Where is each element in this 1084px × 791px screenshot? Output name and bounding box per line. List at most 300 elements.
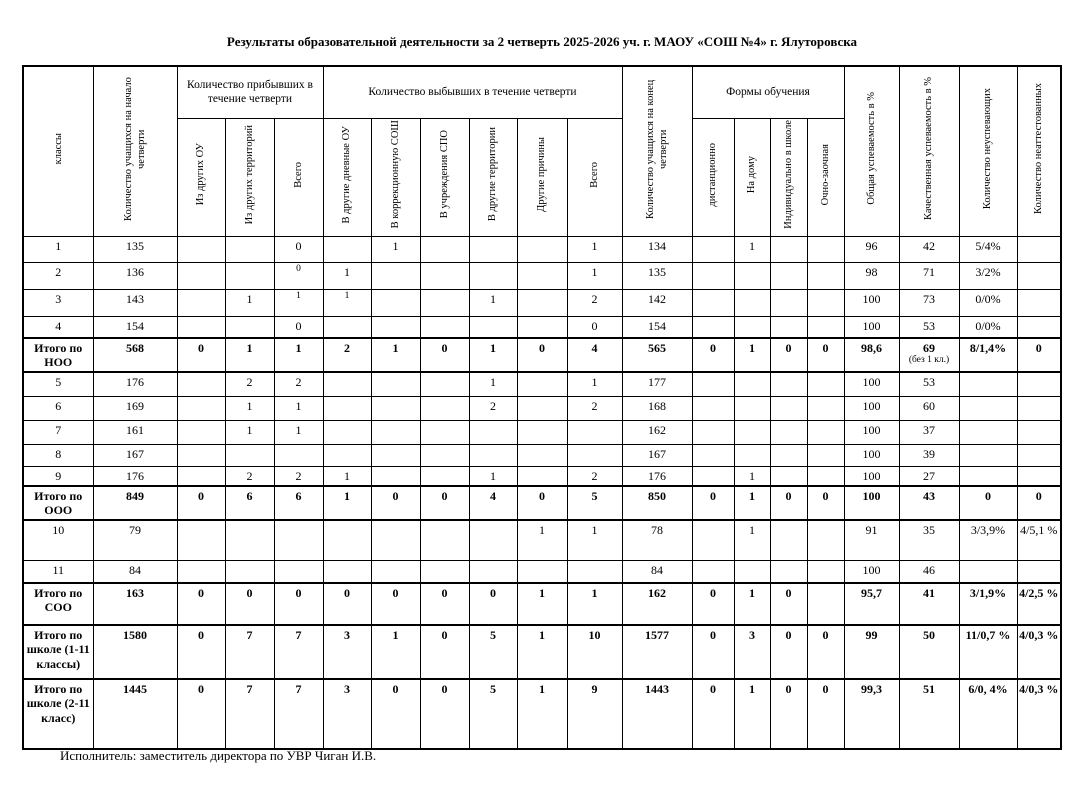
data-cell-r4-c19: 0 (1017, 338, 1061, 372)
data-cell-r7-c18 (959, 420, 1017, 444)
data-cell-r3-c9 (517, 316, 567, 338)
data-cell-r10-c14: 0 (770, 486, 807, 520)
data-cell-r3-c8 (469, 316, 517, 338)
data-cell-r5-c7 (420, 372, 469, 396)
vertical-header-label: Количество учащихся на начало четверти (122, 76, 147, 221)
data-cell-r4-c17: 69 (без 1 кл.) (899, 338, 959, 372)
data-cell-r4-c18: 8/1,4% (959, 338, 1017, 372)
data-cell-r9-c6 (371, 466, 420, 486)
data-cell-r14-c6: 1 (371, 625, 420, 679)
table-row-4 (23, 338, 1061, 372)
vertical-header-label: Другие причины (536, 137, 548, 212)
data-cell-r6-c16: 100 (844, 396, 899, 420)
data-cell-r10-c18: 0 (959, 486, 1017, 520)
data-cell-r6-c8: 2 (469, 396, 517, 420)
data-cell-r3-c19 (1017, 316, 1061, 338)
data-cell-r11-c7 (420, 520, 469, 560)
data-cell-r0-c15 (807, 236, 844, 262)
data-cell-r5-c13 (734, 372, 770, 396)
data-cell-r14-c5: 3 (323, 625, 371, 679)
data-cell-r2-c16: 100 (844, 289, 899, 316)
data-cell-r7-c2 (177, 420, 225, 444)
data-cell-r11-c6 (371, 520, 420, 560)
sub-header-5 (420, 118, 469, 236)
data-cell-r1-c10: 1 (567, 262, 622, 289)
data-cell-r10-c9: 0 (517, 486, 567, 520)
data-cell-r3-c16: 100 (844, 316, 899, 338)
data-cell-r12-c13 (734, 560, 770, 583)
data-cell-r14-c18: 11/0,7 % (959, 625, 1017, 679)
data-cell-r13-c13: 1 (734, 583, 770, 625)
data-cell-r3-c15 (807, 316, 844, 338)
row-label: 11 (23, 560, 93, 583)
group-header-3: Количество выбывших в течение четверти (323, 66, 622, 118)
vertical-header-label: Качественная успеваемость в % (923, 77, 935, 221)
data-cell-r11-c17: 35 (899, 520, 959, 560)
vertical-header-label: Всего (292, 161, 304, 188)
data-cell-r15-c4: 7 (274, 679, 323, 749)
data-cell-r10-c12: 0 (692, 486, 734, 520)
sub-header-9 (692, 118, 734, 236)
data-cell-r10-c8: 4 (469, 486, 517, 520)
vertical-header-label: Из других ОУ (195, 143, 207, 206)
group-header-7 (899, 66, 959, 236)
table-row-12 (23, 560, 1061, 583)
data-cell-r8-c9 (517, 444, 567, 466)
data-cell-r14-c1: 1580 (93, 625, 177, 679)
data-cell-r5-c4: 2 (274, 372, 323, 396)
data-cell-r15-c8: 5 (469, 679, 517, 749)
data-cell-r4-c3: 1 (225, 338, 274, 372)
table-row-15 (23, 679, 1061, 749)
table-row-9 (23, 466, 1061, 486)
data-cell-r1-c5: 1 (323, 262, 371, 289)
data-cell-r7-c7 (420, 420, 469, 444)
row-label: 4 (23, 316, 93, 338)
table-row-3 (23, 316, 1061, 338)
data-cell-r4-c2: 0 (177, 338, 225, 372)
data-cell-r14-c17: 50 (899, 625, 959, 679)
data-cell-r13-c18: 3/1,9% (959, 583, 1017, 625)
data-cell-r12-c5 (323, 560, 371, 583)
vertical-header-label: Количество учащихся на конец четверти (644, 79, 669, 219)
data-cell-r11-c12 (692, 520, 734, 560)
data-cell-r13-c1: 163 (93, 583, 177, 625)
data-cell-r5-c12 (692, 372, 734, 396)
data-cell-r0-c7 (420, 236, 469, 262)
data-cell-r9-c10: 2 (567, 466, 622, 486)
data-cell-r11-c1: 79 (93, 520, 177, 560)
data-cell-r12-c7 (420, 560, 469, 583)
data-cell-r6-c19 (1017, 396, 1061, 420)
data-cell-r5-c9 (517, 372, 567, 396)
row-label: 1 (23, 236, 93, 262)
data-cell-r1-c9 (517, 262, 567, 289)
data-cell-r4-c6: 1 (371, 338, 420, 372)
data-cell-r15-c15: 0 (807, 679, 844, 749)
data-cell-r7-c6 (371, 420, 420, 444)
data-cell-r1-c8 (469, 262, 517, 289)
data-cell-r0-c3 (225, 236, 274, 262)
data-cell-r2-c17: 73 (899, 289, 959, 316)
data-cell-r1-c1: 136 (93, 262, 177, 289)
data-cell-r12-c2 (177, 560, 225, 583)
data-cell-r2-c13 (734, 289, 770, 316)
data-cell-r12-c10 (567, 560, 622, 583)
group-header-8 (959, 66, 1017, 236)
data-cell-r14-c8: 5 (469, 625, 517, 679)
data-cell-r13-c10: 1 (567, 583, 622, 625)
data-cell-r8-c5 (323, 444, 371, 466)
data-cell-r3-c13 (734, 316, 770, 338)
sub-header-6 (469, 118, 517, 236)
data-cell-r9-c15 (807, 466, 844, 486)
data-cell-r11-c14 (770, 520, 807, 560)
data-cell-r14-c9: 1 (517, 625, 567, 679)
data-cell-r5-c2 (177, 372, 225, 396)
data-cell-r9-c13: 1 (734, 466, 770, 486)
data-cell-r3-c11: 154 (622, 316, 692, 338)
data-cell-r5-c5 (323, 372, 371, 396)
data-cell-r0-c9 (517, 236, 567, 262)
data-cell-r9-c8: 1 (469, 466, 517, 486)
data-cell-r4-c13: 1 (734, 338, 770, 372)
data-cell-r13-c7: 0 (420, 583, 469, 625)
data-cell-r2-c15 (807, 289, 844, 316)
data-cell-r2-c12 (692, 289, 734, 316)
data-cell-r9-c16: 100 (844, 466, 899, 486)
row-label: Итого по ООО (23, 486, 93, 520)
data-cell-r6-c5 (323, 396, 371, 420)
data-cell-r10-c6: 0 (371, 486, 420, 520)
data-cell-r12-c15 (807, 560, 844, 583)
data-cell-r0-c19 (1017, 236, 1061, 262)
table-row-8 (23, 444, 1061, 466)
data-cell-r12-c14 (770, 560, 807, 583)
vertical-header-label: Очно-заочная (819, 143, 831, 206)
data-cell-r0-c12 (692, 236, 734, 262)
data-cell-r8-c2 (177, 444, 225, 466)
table-row-2 (23, 289, 1061, 316)
data-cell-r14-c4: 7 (274, 625, 323, 679)
data-cell-r12-c16: 100 (844, 560, 899, 583)
data-cell-r15-c19: 4/0,3 % (1017, 679, 1061, 749)
data-cell-r11-c13: 1 (734, 520, 770, 560)
data-cell-r1-c16: 98 (844, 262, 899, 289)
data-cell-r4-c10: 4 (567, 338, 622, 372)
data-cell-r14-c10: 10 (567, 625, 622, 679)
data-cell-r11-c8 (469, 520, 517, 560)
data-cell-r2-c8: 1 (469, 289, 517, 316)
data-cell-r0-c5 (323, 236, 371, 262)
data-cell-r15-c1: 1445 (93, 679, 177, 749)
data-cell-r11-c10: 1 (567, 520, 622, 560)
table-row-10 (23, 486, 1061, 520)
data-cell-r2-c6 (371, 289, 420, 316)
data-cell-r15-c10: 9 (567, 679, 622, 749)
data-cell-r8-c14 (770, 444, 807, 466)
data-cell-r7-c10 (567, 420, 622, 444)
data-cell-r8-c4 (274, 444, 323, 466)
vertical-header-label: Из других территорий (243, 124, 255, 225)
data-cell-r4-c14: 0 (770, 338, 807, 372)
data-cell-r6-c9 (517, 396, 567, 420)
vertical-header-label: Индивидуально в школе (782, 120, 794, 229)
data-cell-r6-c10: 2 (567, 396, 622, 420)
row-label: Итого по школе (1-11 классы) (23, 625, 93, 679)
data-cell-r2-c19 (1017, 289, 1061, 316)
data-cell-r9-c18 (959, 466, 1017, 486)
data-cell-r2-c18: 0/0% (959, 289, 1017, 316)
data-cell-r5-c10: 1 (567, 372, 622, 396)
sub-header-11 (770, 118, 807, 236)
data-cell-r9-c5: 1 (323, 466, 371, 486)
data-cell-r4-c9: 0 (517, 338, 567, 372)
data-cell-r6-c14 (770, 396, 807, 420)
data-cell-r6-c1: 169 (93, 396, 177, 420)
data-cell-r12-c11: 84 (622, 560, 692, 583)
sub-header-0 (177, 118, 225, 236)
data-cell-r6-c11: 168 (622, 396, 692, 420)
data-cell-r8-c12 (692, 444, 734, 466)
data-cell-r2-c7 (420, 289, 469, 316)
data-cell-r2-c2 (177, 289, 225, 316)
data-cell-r7-c3: 1 (225, 420, 274, 444)
sub-header-7 (517, 118, 567, 236)
data-cell-r11-c4 (274, 520, 323, 560)
data-cell-r3-c7 (420, 316, 469, 338)
row-label: Итого по НОО (23, 338, 93, 372)
data-cell-r9-c3: 2 (225, 466, 274, 486)
data-cell-r8-c19 (1017, 444, 1061, 466)
data-cell-r10-c1: 849 (93, 486, 177, 520)
data-cell-r8-c8 (469, 444, 517, 466)
data-cell-r14-c2: 0 (177, 625, 225, 679)
data-cell-r9-c11: 176 (622, 466, 692, 486)
data-cell-r11-c16: 91 (844, 520, 899, 560)
data-cell-r1-c12 (692, 262, 734, 289)
data-cell-r1-c11: 135 (622, 262, 692, 289)
row-label: 2 (23, 262, 93, 289)
data-cell-r15-c3: 7 (225, 679, 274, 749)
data-cell-r9-c1: 176 (93, 466, 177, 486)
data-cell-r10-c5: 1 (323, 486, 371, 520)
data-cell-r8-c11: 167 (622, 444, 692, 466)
row-label: 6 (23, 396, 93, 420)
data-cell-r13-c2: 0 (177, 583, 225, 625)
data-cell-r10-c15: 0 (807, 486, 844, 520)
data-cell-r2-c4: 1 (274, 289, 323, 316)
data-cell-r14-c11: 1577 (622, 625, 692, 679)
data-cell-r5-c19 (1017, 372, 1061, 396)
data-cell-r13-c12: 0 (692, 583, 734, 625)
data-cell-r4-c12: 0 (692, 338, 734, 372)
data-cell-r7-c13 (734, 420, 770, 444)
data-cell-r5-c16: 100 (844, 372, 899, 396)
data-cell-r15-c2: 0 (177, 679, 225, 749)
data-cell-r5-c17: 53 (899, 372, 959, 396)
data-cell-r10-c17: 43 (899, 486, 959, 520)
data-cell-r6-c18 (959, 396, 1017, 420)
data-cell-r3-c6 (371, 316, 420, 338)
data-cell-r15-c11: 1443 (622, 679, 692, 749)
data-cell-r0-c2 (177, 236, 225, 262)
data-cell-r8-c15 (807, 444, 844, 466)
data-cell-r12-c6 (371, 560, 420, 583)
data-cell-r14-c15: 0 (807, 625, 844, 679)
data-cell-r11-c11: 78 (622, 520, 692, 560)
data-cell-r14-c16: 99 (844, 625, 899, 679)
data-cell-r1-c13 (734, 262, 770, 289)
data-cell-r7-c4: 1 (274, 420, 323, 444)
data-cell-r12-c18 (959, 560, 1017, 583)
data-cell-r6-c15 (807, 396, 844, 420)
data-cell-r6-c17: 60 (899, 396, 959, 420)
header-group-row (23, 66, 1061, 118)
vertical-header-label: В коррекционную СОШ (389, 120, 401, 229)
data-cell-r2-c14 (770, 289, 807, 316)
data-cell-r15-c5: 3 (323, 679, 371, 749)
sub-header-4 (371, 118, 420, 236)
data-cell-r2-c3: 1 (225, 289, 274, 316)
data-cell-r5-c18 (959, 372, 1017, 396)
data-cell-r8-c3 (225, 444, 274, 466)
data-cell-r10-c4: 6 (274, 486, 323, 520)
data-cell-r7-c17: 37 (899, 420, 959, 444)
data-cell-r13-c3: 0 (225, 583, 274, 625)
data-cell-r13-c9: 1 (517, 583, 567, 625)
row-label: Итого по СОО (23, 583, 93, 625)
data-cell-r11-c19: 4/5,1 % (1017, 520, 1061, 560)
data-cell-r3-c12 (692, 316, 734, 338)
data-cell-r0-c11: 134 (622, 236, 692, 262)
data-cell-r1-c4: 0 (274, 262, 323, 289)
data-cell-r0-c4: 0 (274, 236, 323, 262)
data-cell-r13-c17: 41 (899, 583, 959, 625)
data-cell-r1-c3 (225, 262, 274, 289)
data-cell-r9-c7 (420, 466, 469, 486)
data-cell-r13-c5: 0 (323, 583, 371, 625)
data-cell-r13-c15 (807, 583, 844, 625)
data-cell-r9-c2 (177, 466, 225, 486)
table-row-11 (23, 520, 1061, 560)
data-cell-r15-c12: 0 (692, 679, 734, 749)
data-cell-r11-c5 (323, 520, 371, 560)
row-label: 9 (23, 466, 93, 486)
data-cell-r8-c13 (734, 444, 770, 466)
table-row-7 (23, 420, 1061, 444)
sub-header-12 (807, 118, 844, 236)
table-row-0 (23, 236, 1061, 262)
data-cell-r7-c1: 161 (93, 420, 177, 444)
row-label: 10 (23, 520, 93, 560)
group-header-0 (23, 66, 93, 236)
data-cell-r13-c8: 0 (469, 583, 517, 625)
data-cell-r1-c17: 71 (899, 262, 959, 289)
data-cell-r12-c4 (274, 560, 323, 583)
data-cell-r7-c9 (517, 420, 567, 444)
data-cell-r4-c5: 2 (323, 338, 371, 372)
vertical-header-label: Количество неуспевающих (982, 88, 994, 210)
data-cell-r2-c5: 1 (323, 289, 371, 316)
data-cell-r6-c2 (177, 396, 225, 420)
group-header-5: Формы обучения (692, 66, 844, 118)
data-cell-r15-c13: 1 (734, 679, 770, 749)
data-cell-r5-c6 (371, 372, 420, 396)
data-cell-r3-c1: 154 (93, 316, 177, 338)
data-cell-r1-c14 (770, 262, 807, 289)
data-cell-r0-c13: 1 (734, 236, 770, 262)
data-cell-r3-c18: 0/0% (959, 316, 1017, 338)
data-cell-r4-c15: 0 (807, 338, 844, 372)
data-cell-r2-c10: 2 (567, 289, 622, 316)
data-cell-r14-c14: 0 (770, 625, 807, 679)
data-cell-r12-c17: 46 (899, 560, 959, 583)
data-cell-r12-c3 (225, 560, 274, 583)
data-cell-r1-c19 (1017, 262, 1061, 289)
data-cell-r10-c10: 5 (567, 486, 622, 520)
data-cell-r8-c6 (371, 444, 420, 466)
data-cell-r3-c2 (177, 316, 225, 338)
row-label: 3 (23, 289, 93, 316)
data-cell-r2-c1: 143 (93, 289, 177, 316)
data-cell-r7-c12 (692, 420, 734, 444)
data-cell-r15-c16: 99,3 (844, 679, 899, 749)
data-cell-r12-c1: 84 (93, 560, 177, 583)
data-cell-r7-c16: 100 (844, 420, 899, 444)
vertical-header-label: В другие территории (487, 127, 499, 222)
results-table (22, 65, 1062, 750)
data-cell-r1-c7 (420, 262, 469, 289)
data-cell-r14-c3: 7 (225, 625, 274, 679)
vertical-header-label: Количество неаттестованных (1033, 83, 1045, 215)
data-cell-r7-c15 (807, 420, 844, 444)
data-cell-r6-c7 (420, 396, 469, 420)
data-cell-r15-c9: 1 (517, 679, 567, 749)
data-cell-r15-c18: 6/0, 4% (959, 679, 1017, 749)
vertical-header-label: На дому (746, 155, 758, 194)
data-cell-r9-c14 (770, 466, 807, 486)
data-cell-r3-c3 (225, 316, 274, 338)
data-cell-r5-c15 (807, 372, 844, 396)
data-cell-r3-c4: 0 (274, 316, 323, 338)
data-cell-r8-c18 (959, 444, 1017, 466)
data-cell-r2-c9 (517, 289, 567, 316)
table-row-5 (23, 372, 1061, 396)
data-cell-r11-c18: 3/3,9% (959, 520, 1017, 560)
data-cell-r15-c17: 51 (899, 679, 959, 749)
table-row-14 (23, 625, 1061, 679)
data-cell-r10-c3: 6 (225, 486, 274, 520)
data-cell-r10-c11: 850 (622, 486, 692, 520)
data-cell-r0-c18: 5/4% (959, 236, 1017, 262)
vertical-header-label: В другие дневные ОУ (341, 125, 353, 224)
data-cell-r9-c17: 27 (899, 466, 959, 486)
data-cell-r10-c16: 100 (844, 486, 899, 520)
data-cell-r15-c14: 0 (770, 679, 807, 749)
table-body (23, 236, 1061, 749)
data-cell-r13-c4: 0 (274, 583, 323, 625)
data-cell-r0-c1: 135 (93, 236, 177, 262)
data-cell-r7-c5 (323, 420, 371, 444)
data-cell-r5-c14 (770, 372, 807, 396)
row-label: 7 (23, 420, 93, 444)
data-cell-r0-c16: 96 (844, 236, 899, 262)
data-cell-r10-c19: 0 (1017, 486, 1061, 520)
page-title: Результаты образовательной деятельности за 2 четверть 2025-2026 уч. г. МАОУ «СОШ №4» г. Ялуторовска (226, 34, 858, 49)
data-cell-r1-c2 (177, 262, 225, 289)
table-row-1 (23, 262, 1061, 289)
